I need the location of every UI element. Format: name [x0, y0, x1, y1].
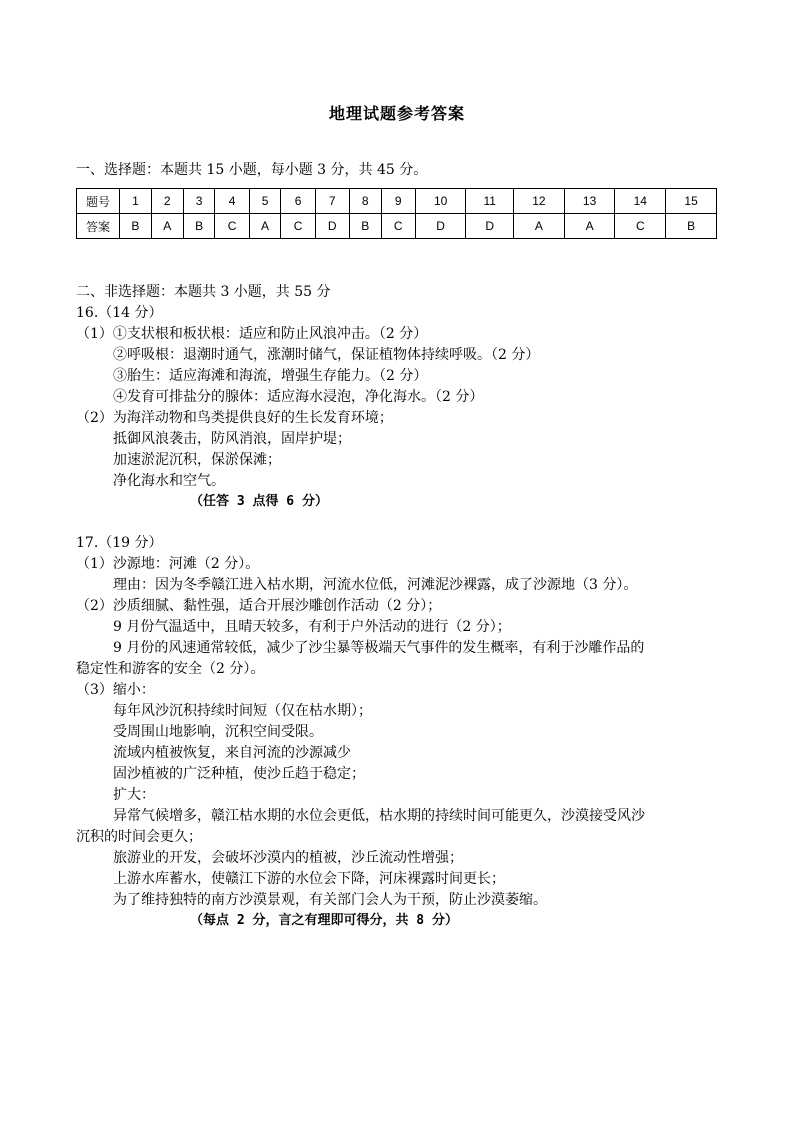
answer-table	[76, 188, 717, 239]
table-cell: 12	[514, 189, 565, 214]
q17-score-note: （每点 2 分，言之有理即可得分，共 8 分）	[190, 913, 458, 928]
answer-line: 扩大：	[113, 787, 155, 803]
table-cell: 11	[466, 189, 514, 214]
table-cell: 1	[120, 189, 152, 214]
answer-line: ④发育可排盐分的腺体：适应海水浸泡，净化海水。（2 分）	[113, 389, 484, 405]
answer-line: 每年风沙沉积持续时间短（仅在枯水期）；	[113, 703, 372, 719]
table-cell: C	[381, 214, 415, 239]
answer-line: 抵御风浪袭击，防风消浪，固岸护堤；	[113, 431, 351, 447]
answer-line: 加速淤泥沉积，保淤保滩；	[113, 452, 281, 468]
answer-line: 异常气候增多，赣江枯水期的水位会更低，枯水期的持续时间可能更久，沙漠接受风沙	[113, 808, 645, 824]
answer-line: 沉积的时间会更久；	[76, 829, 202, 845]
table-cell: B	[349, 214, 381, 239]
table-cell: A	[151, 214, 183, 239]
answer-line: 固沙植被的广泛种植，使沙丘趋于稳定；	[113, 766, 365, 782]
q16-score-note: （任答 3 点得 6 分）	[190, 494, 328, 509]
answer-line: ③胎生：适应海滩和海流，增强生存能力。（2 分）	[113, 368, 428, 384]
answer-line: （2）为海洋动物和鸟类提供良好的生长发育环境；	[76, 410, 393, 426]
q17-label: 17.（19 分）	[76, 535, 163, 551]
table-cell: C	[215, 214, 249, 239]
table-cell: D	[415, 214, 466, 239]
answer-line: 流域内植被恢复，来自河流的沙源减少	[113, 745, 351, 761]
table-cell: 10	[415, 189, 466, 214]
table-cell: A	[564, 214, 615, 239]
answer-line: 受周围山地影响，沉积空间受限。	[113, 724, 323, 740]
table-cell: 5	[249, 189, 281, 214]
answer-line: 上游水库蓄水，使赣江下游的水位会下降，河床裸露时间更长；	[113, 871, 505, 887]
table-cell: D	[315, 214, 349, 239]
table-cell: C	[615, 214, 666, 239]
answer-line: （3）缩小：	[76, 682, 155, 698]
table-cell: 2	[151, 189, 183, 214]
answer-line: （1）沙源地：河滩（2 分）。	[76, 556, 260, 572]
table-cell: 8	[349, 189, 381, 214]
table-cell: 13	[564, 189, 615, 214]
q16-label: 16.（14 分）	[76, 305, 163, 321]
page-title: 地理试题参考答案	[328, 104, 465, 123]
answer-line: （2）沙质细腻、黏性强，适合开展沙雕创作活动（2 分）；	[76, 598, 442, 614]
table-cell: 3	[183, 189, 215, 214]
answer-line: 为了维持独特的南方沙漠景观，有关部门会人为干预，防止沙漠萎缩。	[113, 892, 547, 908]
section2-heading: 二、非选择题：本题共 3 小题，共 55 分	[76, 284, 331, 300]
section1-heading: 一、选择题：本题共 15 小题，每小题 3 分，共 45 分。	[76, 162, 428, 178]
answer-line: 净化海水和空气。	[113, 473, 225, 489]
table-cell: 4	[215, 189, 249, 214]
table-row-answers	[77, 214, 717, 239]
table-cell: 14	[615, 189, 666, 214]
answer-line: ②呼吸根：退潮时通气，涨潮时储气，保证植物体持续呼吸。（2 分）	[113, 347, 540, 363]
table-cell: 15	[666, 189, 717, 214]
table-cell: 6	[281, 189, 315, 214]
table-cell: 9	[381, 189, 415, 214]
table-cell: B	[120, 214, 152, 239]
row-label-answer: 答案	[77, 214, 120, 239]
answer-line: 9 月份气温适中，且晴天较多，有利于户外活动的进行（2 分）；	[113, 619, 511, 635]
answer-line: 9 月份的风速通常较低，减少了沙尘暴等极端天气事件的发生概率，有利于沙雕作品的	[113, 640, 645, 656]
answer-line: （1）①支状根和板状根：适应和防止风浪冲击。（2 分）	[76, 326, 428, 342]
answer-line: 稳定性和游客的安全（2 分）。	[76, 661, 265, 677]
answer-line: 理由：因为冬季赣江进入枯水期，河流水位低，河滩泥沙裸露，成了沙源地（3 分）。	[113, 577, 638, 593]
table-cell: D	[466, 214, 514, 239]
table-cell: A	[249, 214, 281, 239]
table-row-numbers	[77, 189, 717, 214]
table-cell: C	[281, 214, 315, 239]
table-cell: 7	[315, 189, 349, 214]
row-label-number: 题号	[77, 189, 120, 214]
table-cell: B	[666, 214, 717, 239]
answer-line: 旅游业的开发，会破坏沙漠内的植被，沙丘流动性增强；	[113, 850, 463, 866]
table-cell: A	[514, 214, 565, 239]
table-cell: B	[183, 214, 215, 239]
